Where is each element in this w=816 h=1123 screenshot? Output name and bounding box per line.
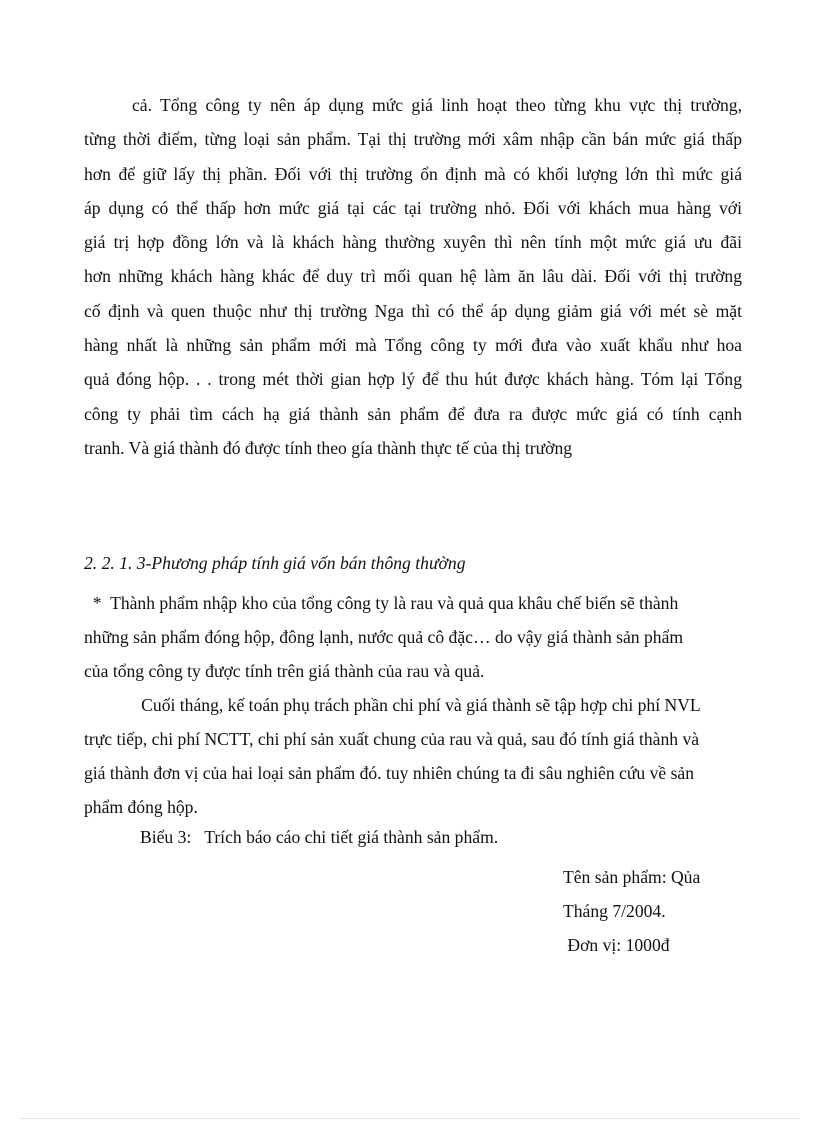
paragraph-line: hàng nhất là những sản phẩm mới mà Tổng công ty mới đưa vào xuất khẩu như hoa bbox=[84, 335, 742, 356]
paragraph-line: giá trị hợp đồng lớn và là khách hàng thường xuyên thì nên tính một mức giá ưu đãi bbox=[84, 232, 742, 253]
paragraph-line: những sản phẩm đóng hộp, đông lạnh, nước quả cô đặc… do vậy giá thành sản phẩm bbox=[84, 627, 684, 647]
table-caption: Biểu 3: Trích báo cáo chi tiết giá thành sản phẩm. bbox=[140, 827, 499, 847]
paragraph-line: Cuối tháng, kế toán phụ trách phần chi phí và giá thành sẽ tập hợp chi phí NVL bbox=[84, 695, 701, 715]
paragraph-line: áp dụng có thể thấp hơn mức giá tại các tại trường nhỏ. Đối với khách mua hàng với bbox=[84, 197, 742, 218]
paragraph-line: hơn những khách hàng khác để duy trì mối quan hệ làm ăn lâu dài. Đối với thị trường bbox=[84, 266, 742, 287]
report-month: Tháng 7/2004. bbox=[563, 901, 666, 921]
paragraph-line: hơn để giữ lấy thị phần. Đối với thị trường ổn định mà có khối lượng lớn thì mức giá bbox=[84, 163, 742, 184]
page-border-dots bbox=[20, 1118, 800, 1119]
month-end-paragraph bbox=[84, 688, 744, 824]
paragraph-line: cả. Tổng công ty nên áp dụng mức giá linh hoạt theo từng khu vực thị trường, bbox=[132, 95, 742, 115]
product-name: Tên sản phẩm: Qủa bbox=[563, 867, 701, 887]
paragraph-line: giá thành đơn vị của hai loại sản phẩm đó. tuy nhiên chúng ta đi sâu nghiên cứu về sản bbox=[84, 763, 695, 783]
currency-unit: Đơn vị: 1000đ bbox=[563, 935, 670, 955]
section-heading: 2. 2. 1. 3-Phương pháp tính giá vốn bán thông thường bbox=[84, 553, 466, 573]
paragraph-line: trực tiếp, chi phí NCTT, chi phí sản xuất chung của rau và quả, sau đó tính giá thành và bbox=[84, 729, 700, 749]
paragraph-line: cố định và quen thuộc như thị trường Nga thì có thể áp dụng giảm giá với mét sè mặt bbox=[84, 300, 742, 321]
paragraph-line: * Thành phẩm nhập kho của tổng công ty là rau và quả qua khâu chế biến sẽ thành bbox=[84, 593, 679, 613]
paragraph-line: tranh. Và giá thành đó được tính theo gía thành thực tế của thị trường bbox=[84, 437, 573, 458]
pricing-paragraph bbox=[84, 88, 742, 465]
report-meta bbox=[563, 860, 700, 962]
paragraph-line: công ty phải tìm cách hạ giá thành sản phẩm để đưa ra được mức giá có tính cạnh bbox=[84, 403, 742, 424]
finished-goods-paragraph bbox=[84, 586, 744, 688]
paragraph-line: từng thời điểm, từng loại sản phẩm. Tại thị trường mới xâm nhập cần bán mức giá thấp bbox=[84, 129, 742, 150]
paragraph-line: phẩm đóng hộp. bbox=[84, 797, 198, 817]
paragraph-line: của tổng công ty được tính trên giá thành của rau và quả. bbox=[84, 661, 485, 681]
paragraph-line: quả đóng hộp. . . trong mét thời gian hợp lý để thu hút được khách hàng. Tóm lại Tổng bbox=[84, 369, 742, 390]
